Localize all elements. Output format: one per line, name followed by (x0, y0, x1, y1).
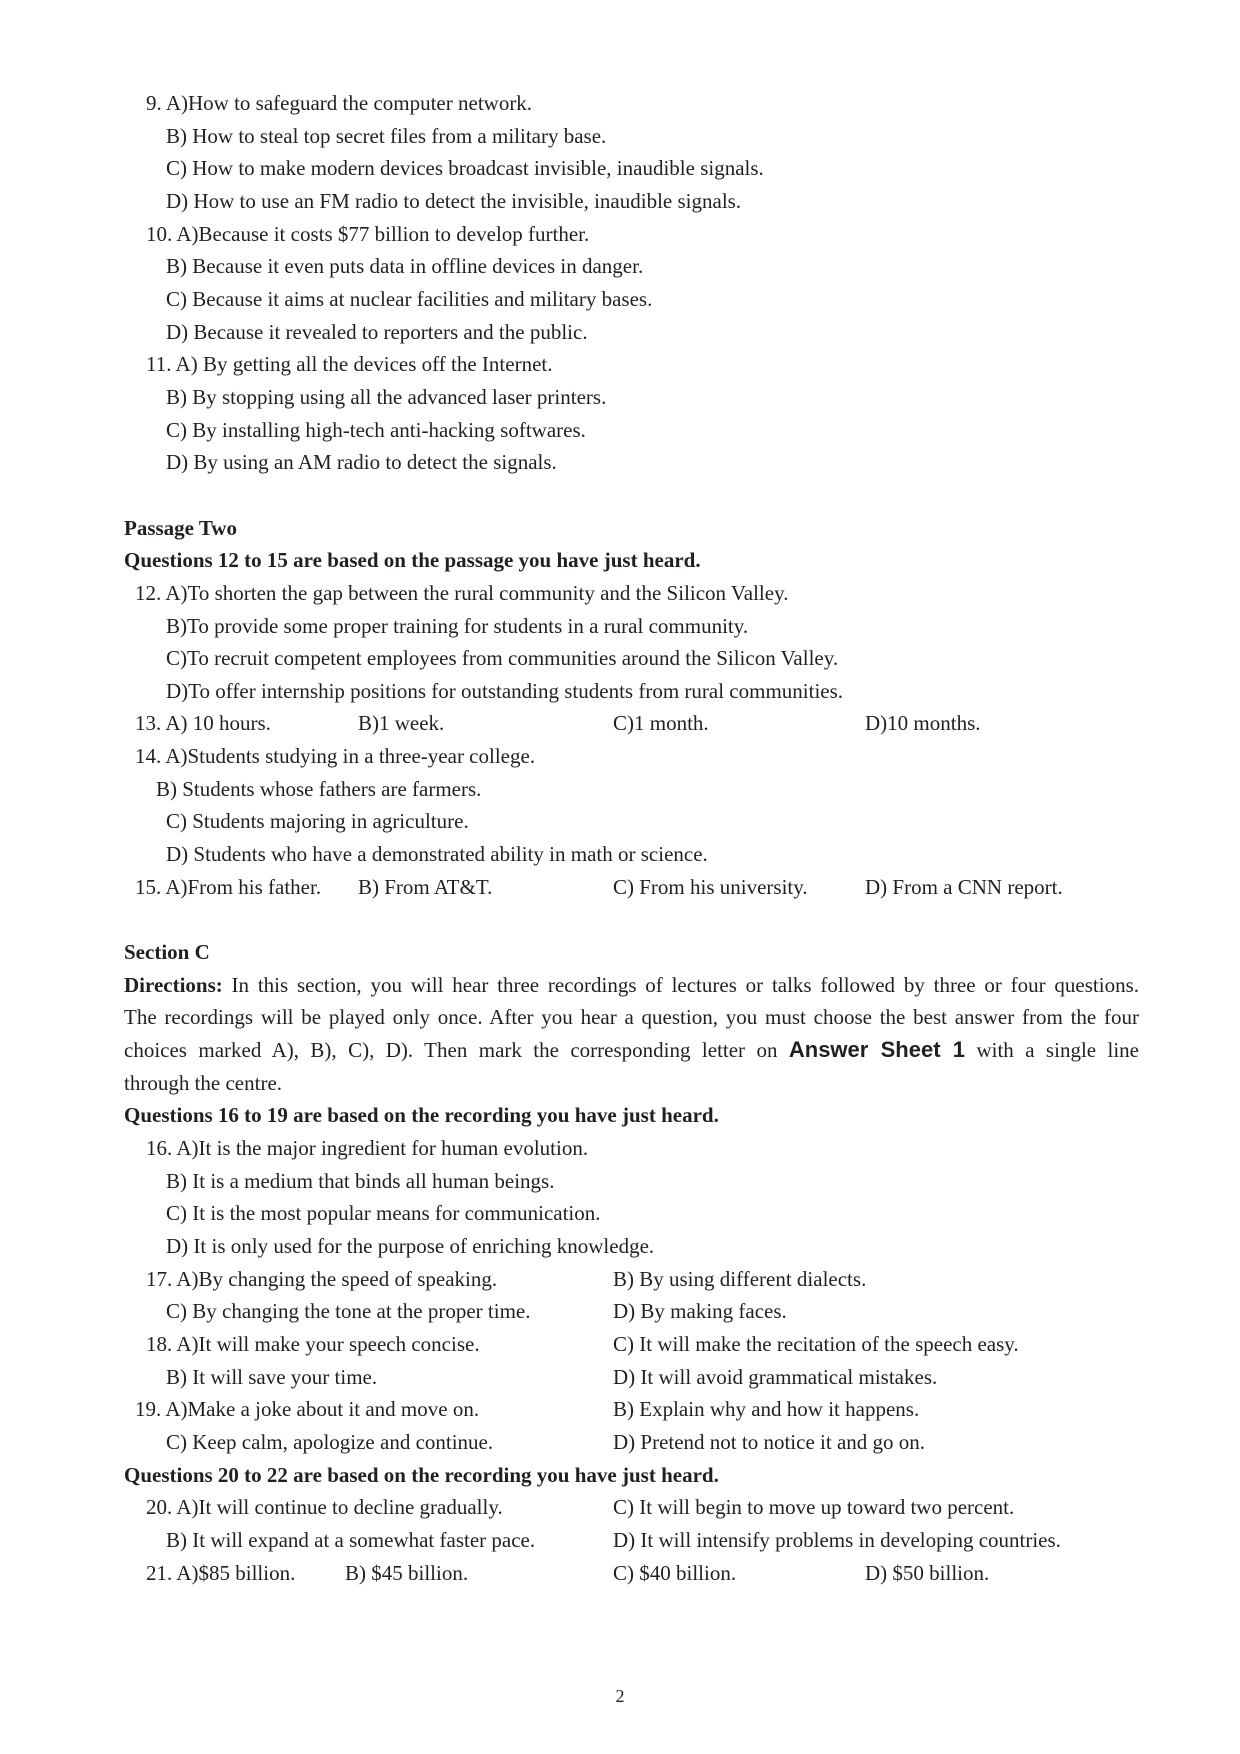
option-b: B) By stopping using all the advanced laser printers. (166, 384, 607, 409)
option-b: B) How to steal top secret files from a military base. (166, 123, 607, 148)
option-d: D) It is only used for the purpose of enriching knowledge. (166, 1233, 655, 1258)
option-a: 18. A)It will make your speech concise. (146, 1331, 480, 1356)
option-b: B) Explain why and how it happens. (613, 1397, 920, 1422)
option-b: B)To provide some proper training for students in a rural community. (166, 613, 749, 638)
directions-text: choices marked A), B), C), D). Then mark the corresponding letter on (124, 1038, 789, 1063)
option-a: 16. A)It is the major ingredient for human evolution. (146, 1136, 589, 1160)
option-a: 11. A) By getting all the devices off the Internet. (146, 352, 553, 377)
question-19 (0, 1393, 1240, 1426)
passage-two-instruction: Questions 12 to 15 are based on the passage you have just heard. (124, 548, 701, 573)
option-a: 21. A)$85 billion. (146, 1560, 296, 1585)
question-10 (0, 218, 1240, 251)
option-d: D) It will intensify problems in developing countries. (613, 1527, 1061, 1552)
directions-line-4: through the centre. (124, 1070, 283, 1095)
directions-line-2: The recordings will be played only once. After you hear a question, you must choose the best answer from the four (124, 1005, 1139, 1030)
option-b: B) From AT&T. (358, 874, 493, 899)
option-d: D) It will avoid grammatical mistakes. (613, 1364, 938, 1389)
question-14 (0, 740, 1240, 773)
directions-line-3 (124, 1034, 1139, 1067)
option-b: B) Students whose fathers are farmers. (156, 776, 482, 801)
directions-text: with a single line (965, 1038, 1139, 1063)
option-b: B) $45 billion. (345, 1560, 469, 1585)
option-c: C) It will make the recitation of the speech easy. (613, 1331, 1019, 1356)
page-number: 2 (615, 1686, 625, 1706)
question-16 (0, 1132, 1240, 1165)
option-c: C) From his university. (613, 874, 808, 899)
directions-line-1 (124, 969, 1139, 1002)
question-13 (0, 707, 1240, 740)
option-c: C) Students majoring in agriculture. (166, 809, 469, 834)
option-d: D) Students who have a demonstrated ability in math or science. (166, 842, 708, 867)
question-18 (0, 1328, 1240, 1361)
exam-page (0, 87, 1240, 1589)
directions-text: In this section, you will hear three recordings of lectures or talks followed by three or four questions. (222, 972, 1139, 997)
option-a: 13. A) 10 hours. (135, 711, 271, 736)
option-b: B) By using different dialects. (613, 1266, 867, 1291)
question-12 (0, 577, 1240, 610)
option-a: 17. A)By changing the speed of speaking. (146, 1266, 498, 1291)
section-c-title: Section C (124, 940, 210, 965)
option-c: C) By changing the tone at the proper time. (166, 1299, 531, 1324)
option-b: B) Because it even puts data in offline devices in danger. (166, 254, 644, 279)
option-a: 15. A)From his father. (135, 874, 322, 899)
option-d: D) From a CNN report. (865, 874, 1063, 899)
option-b: B) It will save your time. (166, 1364, 378, 1389)
option-d: D) By using an AM radio to detect the signals. (166, 450, 557, 475)
option-d: D)To offer internship positions for outstanding students from rural communities. (166, 678, 844, 703)
option-c: C) Keep calm, apologize and continue. (166, 1429, 494, 1454)
option-d: D) $50 billion. (865, 1560, 990, 1585)
option-a: 20. A)It will continue to decline gradually. (146, 1495, 503, 1520)
option-c: C)To recruit competent employees from communities around the Silicon Valley. (166, 646, 839, 671)
option-a: 14. A)Students studying in a three-year college. (135, 744, 536, 769)
section-c-instruction-2: Questions 20 to 22 are based on the recording you have just heard. (124, 1462, 719, 1487)
option-a: 10. A)Because it costs $77 billion to develop further. (146, 221, 590, 246)
option-b: B)1 week. (358, 711, 445, 736)
option-c: C) Because it aims at nuclear facilities and military bases. (166, 286, 653, 311)
option-d: D)10 months. (865, 711, 981, 736)
question-17 (0, 1263, 1240, 1296)
question-21 (0, 1557, 1240, 1590)
option-c: C) $40 billion. (613, 1560, 737, 1585)
question-20 (0, 1491, 1240, 1524)
option-d: D) Because it revealed to reporters and the public. (166, 319, 588, 344)
passage-two-title: Passage Two (124, 515, 237, 540)
question-11 (0, 348, 1240, 381)
directions-label: Directions: (124, 972, 223, 997)
option-d: D) Pretend not to notice it and go on. (613, 1429, 926, 1454)
option-b: B) It will expand at a somewhat faster pace. (166, 1527, 536, 1552)
question-15 (0, 871, 1240, 904)
option-d: D) How to use an FM radio to detect the invisible, inaudible signals. (166, 188, 742, 213)
answer-sheet-label: Answer Sheet 1 (788, 1037, 966, 1063)
option-c: C) By installing high-tech anti-hacking softwares. (166, 417, 586, 442)
option-a: 12. A)To shorten the gap between the rural community and the Silicon Valley. (135, 580, 789, 605)
question-9 (0, 87, 1240, 120)
option-a: 19. A)Make a joke about it and move on. (135, 1397, 480, 1422)
option-c: C) It is the most popular means for communication. (166, 1201, 601, 1226)
option-c: C)1 month. (613, 711, 709, 736)
option-d: D) By making faces. (613, 1299, 787, 1324)
option-c: C) It will begin to move up toward two percent. (613, 1495, 1015, 1520)
section-c-instruction-1: Questions 16 to 19 are based on the recording you have just heard. (124, 1103, 719, 1128)
option-c: C) How to make modern devices broadcast invisible, inaudible signals. (166, 156, 764, 181)
option-a: 9. A)How to safeguard the computer network. (146, 91, 533, 115)
option-b: B) It is a medium that binds all human beings. (166, 1168, 555, 1193)
